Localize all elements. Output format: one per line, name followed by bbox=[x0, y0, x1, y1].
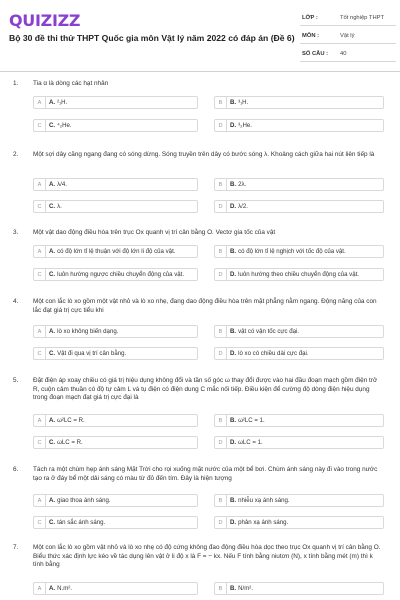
document-title: Bộ 30 đề thi thử THPT Quốc gia môn Vật lý năm 2022 có đáp án (Đề 6) bbox=[9, 33, 295, 43]
option-label: C. bbox=[49, 519, 56, 526]
option-letter-box: D bbox=[215, 120, 227, 131]
option-text: lò xo không biến dạng. bbox=[57, 328, 119, 335]
question-text: Một sợi dây căng ngang đang có sóng dừng. Sóng truyền trên dây có bước sóng λ. Khoảng cách giữa hai nút liên tiếp là bbox=[33, 151, 375, 158]
option-letter-box: A bbox=[34, 583, 46, 594]
option-label: A. bbox=[49, 99, 56, 106]
option-letter-box: C bbox=[34, 348, 46, 359]
option-text: vật có vận tốc cực đại. bbox=[238, 328, 300, 335]
option-label: A. bbox=[49, 181, 56, 188]
option-letter-box: B bbox=[215, 415, 227, 426]
option-label: B. bbox=[230, 585, 237, 592]
option-label: D. bbox=[230, 350, 237, 357]
option-text: ⁴₂He. bbox=[57, 122, 72, 129]
meta-value: Tốt nghiệp THPT bbox=[340, 15, 385, 21]
option-label: B. bbox=[230, 497, 237, 504]
option-c[interactable] bbox=[33, 268, 198, 281]
option-a[interactable] bbox=[33, 325, 198, 338]
question-number: 4. bbox=[13, 298, 19, 305]
option-letter-box: A bbox=[34, 495, 46, 506]
meta-row-class bbox=[300, 11, 396, 26]
meta-key: MÔN : bbox=[302, 33, 320, 39]
option-letter-box: A bbox=[34, 415, 46, 426]
option-label: B. bbox=[230, 99, 237, 106]
question-text: Tách ra một chùm hẹp ánh sáng Mặt Trời cho rọi xuống mặt nước của một bể bơi. Chùm ánh sáng này đi vào trong nước tạo ra ở đáy bể một dải sáng có màu từ đỏ đến tím. Đây là hiện tượng bbox=[33, 466, 378, 482]
option-d[interactable] bbox=[214, 516, 384, 529]
option-label: C. bbox=[49, 122, 56, 129]
option-label: C. bbox=[49, 439, 56, 446]
option-b[interactable] bbox=[214, 494, 384, 507]
option-c[interactable] bbox=[33, 200, 198, 213]
option-letter-box: C bbox=[34, 269, 46, 280]
option-a[interactable] bbox=[33, 96, 198, 109]
option-b[interactable] bbox=[214, 582, 384, 595]
option-c[interactable] bbox=[33, 516, 198, 529]
question-text: Một con lắc lò xo gồm một vật nhỏ và lò xo nhẹ, đang dao động điều hòa trên mặt phẳng nằm ngang. Động năng của con lắc đạt giá trị cực tiểu khi bbox=[33, 298, 377, 314]
header-divider bbox=[0, 71, 400, 72]
option-label: B. bbox=[230, 328, 237, 335]
option-letter-box: C bbox=[34, 201, 46, 212]
option-letter-box: A bbox=[34, 179, 46, 190]
option-letter-box: B bbox=[215, 246, 227, 257]
option-d[interactable] bbox=[214, 200, 384, 213]
meta-key: LỚP : bbox=[302, 15, 318, 21]
option-text: λ. bbox=[57, 203, 62, 210]
meta-row-subject bbox=[300, 29, 396, 44]
option-label: D. bbox=[230, 122, 237, 129]
option-b[interactable] bbox=[214, 325, 384, 338]
option-c[interactable] bbox=[33, 436, 198, 449]
option-label: B. bbox=[230, 181, 237, 188]
option-letter-box: A bbox=[34, 246, 46, 257]
meta-row-count bbox=[300, 47, 396, 62]
page-header bbox=[0, 0, 400, 64]
question-number: 6. bbox=[13, 466, 19, 473]
option-text: N/m². bbox=[238, 585, 253, 592]
option-label: A. bbox=[49, 328, 56, 335]
question-text: Tia α là dòng các hạt nhân bbox=[33, 80, 109, 87]
option-c[interactable] bbox=[33, 347, 198, 360]
option-d[interactable] bbox=[214, 436, 384, 449]
option-text: có độ lớn tỉ lệ thuận với độ lớn li độ của vật. bbox=[57, 248, 176, 255]
question-text: Một vật dao động điều hòa trên trục Ox quanh vị trí cân bằng O. Vectơ gia tốc của vật bbox=[33, 229, 276, 236]
option-text: λ/2. bbox=[238, 203, 248, 210]
option-letter-box: B bbox=[215, 179, 227, 190]
option-letter-box: B bbox=[215, 97, 227, 108]
option-text: giao thoa ánh sáng. bbox=[57, 497, 111, 504]
option-letter-box: C bbox=[34, 120, 46, 131]
option-a[interactable] bbox=[33, 494, 198, 507]
option-text: lò xo có chiều dài cực đại. bbox=[238, 350, 309, 357]
option-label: C. bbox=[49, 203, 56, 210]
option-letter-box: C bbox=[34, 517, 46, 528]
option-text: ³₂He. bbox=[238, 122, 252, 129]
option-letter-box: C bbox=[34, 437, 46, 448]
question-number: 1. bbox=[13, 80, 19, 87]
option-label: D. bbox=[230, 271, 237, 278]
meta-key: SỐ CÂU : bbox=[302, 51, 329, 57]
option-text: ω²LC = R. bbox=[57, 417, 85, 424]
option-letter-box: D bbox=[215, 517, 227, 528]
option-text: phản xạ ánh sáng. bbox=[238, 519, 289, 526]
meta-value: Vật lý bbox=[340, 33, 355, 39]
option-letter-box: D bbox=[215, 348, 227, 359]
option-a[interactable] bbox=[33, 582, 198, 595]
question-text: Một con lắc lò xo gồm vật nhỏ và lò xo nhẹ có độ cứng không đao động điều hòa dọc theo trục Ox quanh vị trí cân bằng O. Biểu thức xác định lực kéo về tác dụng lên vật ở li độ x là F = − kx. Nếu F tính bằng niutơn (N), x tính bằng mét (m) thì k tính bằng bbox=[33, 544, 381, 568]
option-label: A. bbox=[49, 585, 56, 592]
option-text: luôn hướng ngược chiều chuyển động của vật. bbox=[57, 271, 185, 278]
option-letter-box: A bbox=[34, 97, 46, 108]
option-label: A. bbox=[49, 248, 56, 255]
option-a[interactable] bbox=[33, 178, 198, 191]
option-label: B. bbox=[230, 248, 237, 255]
option-label: C. bbox=[49, 350, 56, 357]
option-b[interactable] bbox=[214, 414, 384, 427]
option-text: ω²LC = 1. bbox=[238, 417, 265, 424]
option-text: λ/4. bbox=[57, 181, 67, 188]
option-label: D. bbox=[230, 439, 237, 446]
question-number: 5. bbox=[13, 377, 19, 384]
option-text: ωLC = R. bbox=[57, 439, 83, 446]
question-text: Đặt điện áp xoay chiều có giá trị hiệu dụng không đổi và tần số góc ω thay đổi được vào hai đầu đoạn mạch gồm điện trở R, cuộn cảm thuần có độ tự cảm L và tụ điện có điện dung C mắc nối tiếp. Điều kiện để cường độ dòng điện hiệu dụng trong đoạn mạch đạt giá trị cực đại là bbox=[33, 377, 378, 401]
option-text: nhiễu xạ ánh sáng. bbox=[238, 497, 290, 504]
option-d[interactable] bbox=[214, 347, 384, 360]
option-letter-box: D bbox=[215, 269, 227, 280]
question-number: 7. bbox=[13, 544, 19, 551]
option-letter-box: B bbox=[215, 495, 227, 506]
option-b[interactable] bbox=[214, 245, 384, 258]
option-text: có độ lớn tỉ lệ nghịch với tốc độ của vật. bbox=[238, 248, 346, 255]
quizizz-logo: QUIZIZZ bbox=[9, 11, 81, 30]
option-text: tán sắc ánh sáng. bbox=[57, 519, 106, 526]
question-number: 2. bbox=[13, 151, 19, 158]
option-label: A. bbox=[49, 497, 56, 504]
option-label: D. bbox=[230, 203, 237, 210]
question-number: 3. bbox=[13, 229, 19, 236]
option-d[interactable] bbox=[214, 268, 384, 281]
option-text: ³₁H. bbox=[238, 99, 249, 106]
option-label: B. bbox=[230, 417, 237, 424]
option-d[interactable] bbox=[214, 119, 384, 132]
option-label: C. bbox=[49, 271, 56, 278]
option-c[interactable] bbox=[33, 119, 198, 132]
option-label: D. bbox=[230, 519, 237, 526]
option-text: 2λ. bbox=[238, 181, 247, 188]
option-letter-box: B bbox=[215, 583, 227, 594]
option-text: ²₁H. bbox=[57, 99, 68, 106]
option-letter-box: A bbox=[34, 326, 46, 337]
meta-value: 40 bbox=[340, 51, 347, 57]
meta-table bbox=[300, 11, 396, 65]
option-a[interactable] bbox=[33, 245, 198, 258]
option-label: A. bbox=[49, 417, 56, 424]
option-a[interactable] bbox=[33, 414, 198, 427]
option-letter-box: B bbox=[215, 326, 227, 337]
option-b[interactable] bbox=[214, 96, 384, 109]
option-b[interactable] bbox=[214, 178, 384, 191]
option-text: Vật đi qua vị trí cân bằng. bbox=[57, 350, 127, 357]
option-text: N.m². bbox=[57, 585, 72, 592]
option-letter-box: D bbox=[215, 201, 227, 212]
option-letter-box: D bbox=[215, 437, 227, 448]
option-text: ωLC = 1. bbox=[238, 439, 263, 446]
option-text: luôn hướng theo chiều chuyển động của vật. bbox=[238, 271, 359, 278]
